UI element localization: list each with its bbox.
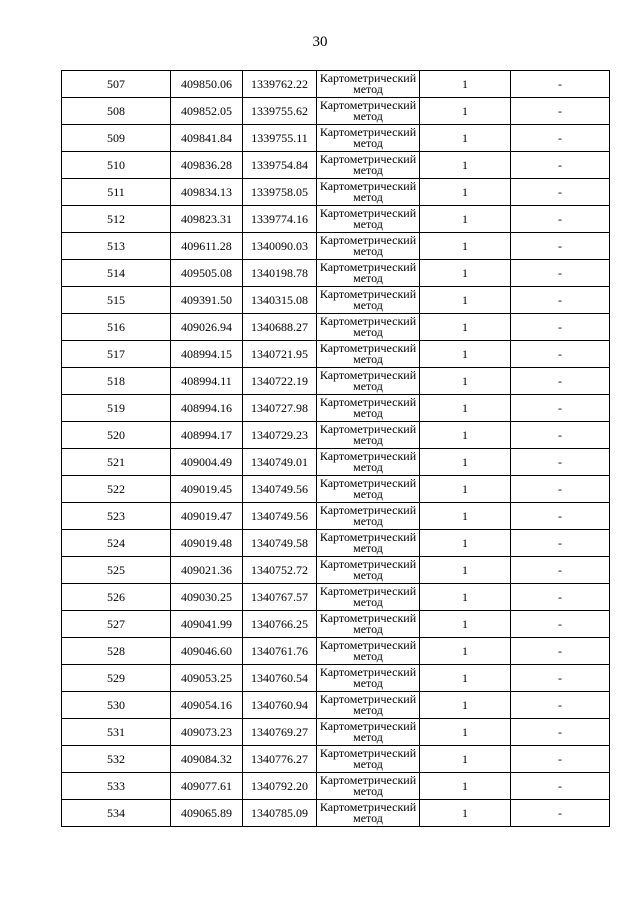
method-line-2: метод — [353, 190, 383, 204]
method-line-2: метод — [353, 136, 383, 150]
note-cell: - — [511, 638, 610, 665]
method-line-2: метод — [353, 244, 383, 258]
point-number-cell: 522 — [62, 476, 171, 503]
x-coordinate-cell: 409841.84 — [171, 125, 243, 152]
accuracy-cell: 1 — [420, 719, 511, 746]
method-line-2: метод — [353, 487, 383, 501]
accuracy-cell: 1 — [420, 422, 511, 449]
note-cell: - — [511, 314, 610, 341]
point-number-cell: 517 — [62, 341, 171, 368]
method-cell — [317, 98, 420, 125]
accuracy-cell: 1 — [420, 395, 511, 422]
note-cell: - — [511, 746, 610, 773]
table-row — [62, 503, 610, 530]
note-cell: - — [511, 368, 610, 395]
accuracy-cell: 1 — [420, 773, 511, 800]
method-cell — [317, 611, 420, 638]
note-cell: - — [511, 773, 610, 800]
y-coordinate-cell: 1340749.58 — [243, 530, 317, 557]
point-number-cell: 520 — [62, 422, 171, 449]
y-coordinate-cell: 1340198.78 — [243, 260, 317, 287]
x-coordinate-cell: 409073.23 — [171, 719, 243, 746]
table-row — [62, 98, 610, 125]
method-line-1: Картометрический — [319, 314, 417, 328]
method-line-2: метод — [353, 730, 383, 744]
accuracy-cell: 1 — [420, 368, 511, 395]
note-cell: - — [511, 98, 610, 125]
table-row — [62, 800, 610, 827]
method-line-2: метод — [353, 595, 383, 609]
point-number-cell: 515 — [62, 287, 171, 314]
table-row — [62, 665, 610, 692]
method-cell — [317, 638, 420, 665]
note-cell: - — [511, 260, 610, 287]
method-line-1: Картометрический — [319, 746, 417, 760]
note-cell: - — [511, 233, 610, 260]
note-cell: - — [511, 179, 610, 206]
point-number-cell: 526 — [62, 584, 171, 611]
method-cell — [317, 395, 420, 422]
table-row — [62, 314, 610, 341]
method-line-1: Картометрический — [319, 800, 417, 814]
x-coordinate-cell: 409505.08 — [171, 260, 243, 287]
method-cell — [317, 179, 420, 206]
table-row — [62, 584, 610, 611]
accuracy-cell: 1 — [420, 125, 511, 152]
x-coordinate-cell: 409019.48 — [171, 530, 243, 557]
point-number-cell: 519 — [62, 395, 171, 422]
point-number-cell: 521 — [62, 449, 171, 476]
accuracy-cell: 1 — [420, 530, 511, 557]
x-coordinate-cell: 408994.11 — [171, 368, 243, 395]
method-line-2: метод — [353, 757, 383, 771]
point-number-cell: 524 — [62, 530, 171, 557]
method-line-1: Картометрический — [319, 287, 417, 301]
table-row — [62, 125, 610, 152]
accuracy-cell: 1 — [420, 449, 511, 476]
method-cell — [317, 530, 420, 557]
note-cell: - — [511, 503, 610, 530]
point-number-cell: 532 — [62, 746, 171, 773]
y-coordinate-cell: 1340090.03 — [243, 233, 317, 260]
method-line-1: Картометрический — [319, 71, 417, 85]
table-row — [62, 71, 610, 98]
note-cell: - — [511, 449, 610, 476]
method-line-1: Картометрический — [319, 665, 417, 679]
table-row — [62, 476, 610, 503]
method-line-1: Картометрический — [319, 395, 417, 409]
note-cell: - — [511, 692, 610, 719]
method-line-2: метод — [353, 298, 383, 312]
x-coordinate-cell: 409852.05 — [171, 98, 243, 125]
point-number-cell: 528 — [62, 638, 171, 665]
method-cell — [317, 773, 420, 800]
method-line-2: метод — [353, 622, 383, 636]
y-coordinate-cell: 1340792.20 — [243, 773, 317, 800]
method-line-2: метод — [353, 217, 383, 231]
method-line-2: метод — [353, 514, 383, 528]
method-line-2: метод — [353, 163, 383, 177]
method-cell — [317, 125, 420, 152]
y-coordinate-cell: 1340767.57 — [243, 584, 317, 611]
note-cell: - — [511, 152, 610, 179]
table-row — [62, 638, 610, 665]
x-coordinate-cell: 409611.28 — [171, 233, 243, 260]
table-row — [62, 152, 610, 179]
method-line-1: Картометрический — [319, 449, 417, 463]
method-line-2: метод — [353, 460, 383, 474]
y-coordinate-cell: 1339755.62 — [243, 98, 317, 125]
method-cell — [317, 746, 420, 773]
accuracy-cell: 1 — [420, 584, 511, 611]
note-cell: - — [511, 206, 610, 233]
method-line-2: метод — [353, 82, 383, 96]
method-line-1: Картометрический — [319, 206, 417, 220]
method-line-1: Картометрический — [319, 368, 417, 382]
table-row — [62, 260, 610, 287]
note-cell: - — [511, 665, 610, 692]
method-line-2: метод — [353, 406, 383, 420]
method-cell — [317, 206, 420, 233]
note-cell: - — [511, 557, 610, 584]
method-line-2: метод — [353, 568, 383, 582]
y-coordinate-cell: 1340785.09 — [243, 800, 317, 827]
method-line-1: Картометрический — [319, 530, 417, 544]
x-coordinate-cell: 409065.89 — [171, 800, 243, 827]
point-number-cell: 516 — [62, 314, 171, 341]
table-row — [62, 287, 610, 314]
x-coordinate-cell: 409836.28 — [171, 152, 243, 179]
y-coordinate-cell: 1340749.56 — [243, 476, 317, 503]
method-line-1: Картометрический — [319, 638, 417, 652]
table-row — [62, 611, 610, 638]
method-line-2: метод — [353, 271, 383, 285]
point-number-cell: 514 — [62, 260, 171, 287]
note-cell: - — [511, 341, 610, 368]
x-coordinate-cell: 408994.16 — [171, 395, 243, 422]
table-row — [62, 692, 610, 719]
note-cell: - — [511, 287, 610, 314]
y-coordinate-cell: 1339774.16 — [243, 206, 317, 233]
method-cell — [317, 476, 420, 503]
table-row — [62, 368, 610, 395]
method-cell — [317, 692, 420, 719]
accuracy-cell: 1 — [420, 341, 511, 368]
note-cell: - — [511, 476, 610, 503]
method-line-2: метод — [353, 784, 383, 798]
method-cell — [317, 368, 420, 395]
method-cell — [317, 341, 420, 368]
x-coordinate-cell: 409084.32 — [171, 746, 243, 773]
method-line-1: Картометрический — [319, 557, 417, 571]
point-number-cell: 525 — [62, 557, 171, 584]
y-coordinate-cell: 1339755.11 — [243, 125, 317, 152]
x-coordinate-cell: 409391.50 — [171, 287, 243, 314]
note-cell: - — [511, 422, 610, 449]
method-line-2: метод — [353, 352, 383, 366]
method-line-2: метод — [353, 649, 383, 663]
table-row — [62, 557, 610, 584]
method-cell — [317, 800, 420, 827]
note-cell: - — [511, 719, 610, 746]
accuracy-cell: 1 — [420, 260, 511, 287]
y-coordinate-cell: 1340761.76 — [243, 638, 317, 665]
accuracy-cell: 1 — [420, 206, 511, 233]
method-line-1: Картометрический — [319, 152, 417, 166]
method-line-2: метод — [353, 325, 383, 339]
note-cell: - — [511, 611, 610, 638]
x-coordinate-cell: 409019.47 — [171, 503, 243, 530]
point-number-cell: 512 — [62, 206, 171, 233]
y-coordinate-cell: 1339758.05 — [243, 179, 317, 206]
point-number-cell: 527 — [62, 611, 171, 638]
method-line-1: Картометрический — [319, 692, 417, 706]
y-coordinate-cell: 1340760.94 — [243, 692, 317, 719]
accuracy-cell: 1 — [420, 476, 511, 503]
method-line-1: Картометрический — [319, 422, 417, 436]
x-coordinate-cell: 409850.06 — [171, 71, 243, 98]
method-line-1: Картометрический — [319, 98, 417, 112]
table-body — [62, 71, 610, 827]
y-coordinate-cell: 1339762.22 — [243, 71, 317, 98]
point-number-cell: 534 — [62, 800, 171, 827]
y-coordinate-cell: 1340749.01 — [243, 449, 317, 476]
point-number-cell: 507 — [62, 71, 171, 98]
point-number-cell: 529 — [62, 665, 171, 692]
coordinates-table — [61, 70, 610, 827]
accuracy-cell: 1 — [420, 557, 511, 584]
accuracy-cell: 1 — [420, 152, 511, 179]
y-coordinate-cell: 1340722.19 — [243, 368, 317, 395]
accuracy-cell: 1 — [420, 800, 511, 827]
method-cell — [317, 152, 420, 179]
accuracy-cell: 1 — [420, 611, 511, 638]
note-cell: - — [511, 584, 610, 611]
method-line-1: Картометрический — [319, 611, 417, 625]
method-line-1: Картометрический — [319, 260, 417, 274]
accuracy-cell: 1 — [420, 746, 511, 773]
table-row — [62, 395, 610, 422]
point-number-cell: 518 — [62, 368, 171, 395]
page-number: 30 — [312, 34, 328, 50]
method-line-1: Картометрический — [319, 584, 417, 598]
y-coordinate-cell: 1340769.27 — [243, 719, 317, 746]
method-cell — [317, 260, 420, 287]
method-line-1: Картометрический — [319, 233, 417, 247]
y-coordinate-cell: 1340315.08 — [243, 287, 317, 314]
method-line-1: Картометрический — [319, 719, 417, 733]
method-cell — [317, 665, 420, 692]
method-line-2: метод — [353, 541, 383, 555]
accuracy-cell: 1 — [420, 665, 511, 692]
method-cell — [317, 314, 420, 341]
x-coordinate-cell: 409053.25 — [171, 665, 243, 692]
y-coordinate-cell: 1340766.25 — [243, 611, 317, 638]
table-row — [62, 719, 610, 746]
x-coordinate-cell: 409019.45 — [171, 476, 243, 503]
x-coordinate-cell: 409030.25 — [171, 584, 243, 611]
y-coordinate-cell: 1340760.54 — [243, 665, 317, 692]
method-line-1: Картометрический — [319, 773, 417, 787]
table-row — [62, 206, 610, 233]
table-row — [62, 179, 610, 206]
method-line-2: метод — [353, 433, 383, 447]
method-line-2: метод — [353, 379, 383, 393]
point-number-cell: 509 — [62, 125, 171, 152]
accuracy-cell: 1 — [420, 287, 511, 314]
table-row — [62, 746, 610, 773]
note-cell: - — [511, 395, 610, 422]
method-cell — [317, 584, 420, 611]
note-cell: - — [511, 71, 610, 98]
table-row — [62, 773, 610, 800]
accuracy-cell: 1 — [420, 314, 511, 341]
table-row — [62, 530, 610, 557]
method-line-2: метод — [353, 811, 383, 825]
table-row — [62, 449, 610, 476]
method-line-1: Картометрический — [319, 179, 417, 193]
point-number-cell: 531 — [62, 719, 171, 746]
table-row — [62, 422, 610, 449]
method-line-1: Картометрический — [319, 476, 417, 490]
accuracy-cell: 1 — [420, 692, 511, 719]
method-cell — [317, 503, 420, 530]
accuracy-cell: 1 — [420, 71, 511, 98]
method-cell — [317, 449, 420, 476]
y-coordinate-cell: 1340688.27 — [243, 314, 317, 341]
method-cell — [317, 71, 420, 98]
accuracy-cell: 1 — [420, 503, 511, 530]
x-coordinate-cell: 409077.61 — [171, 773, 243, 800]
x-coordinate-cell: 409834.13 — [171, 179, 243, 206]
method-line-1: Картометрический — [319, 125, 417, 139]
point-number-cell: 523 — [62, 503, 171, 530]
x-coordinate-cell: 409046.60 — [171, 638, 243, 665]
y-coordinate-cell: 1340776.27 — [243, 746, 317, 773]
point-number-cell: 511 — [62, 179, 171, 206]
x-coordinate-cell: 409054.16 — [171, 692, 243, 719]
method-cell — [317, 422, 420, 449]
method-cell — [317, 719, 420, 746]
x-coordinate-cell: 409026.94 — [171, 314, 243, 341]
point-number-cell: 533 — [62, 773, 171, 800]
method-line-2: метод — [353, 109, 383, 123]
accuracy-cell: 1 — [420, 179, 511, 206]
note-cell: - — [511, 530, 610, 557]
y-coordinate-cell: 1340729.23 — [243, 422, 317, 449]
note-cell: - — [511, 800, 610, 827]
point-number-cell: 510 — [62, 152, 171, 179]
point-number-cell: 513 — [62, 233, 171, 260]
point-number-cell: 530 — [62, 692, 171, 719]
point-number-cell: 508 — [62, 98, 171, 125]
x-coordinate-cell: 408994.15 — [171, 341, 243, 368]
method-line-2: метод — [353, 703, 383, 717]
x-coordinate-cell: 409823.31 — [171, 206, 243, 233]
method-cell — [317, 557, 420, 584]
x-coordinate-cell: 408994.17 — [171, 422, 243, 449]
method-cell — [317, 287, 420, 314]
x-coordinate-cell: 409041.99 — [171, 611, 243, 638]
method-line-2: метод — [353, 676, 383, 690]
accuracy-cell: 1 — [420, 98, 511, 125]
table-row — [62, 233, 610, 260]
y-coordinate-cell: 1340721.95 — [243, 341, 317, 368]
method-line-1: Картометрический — [319, 341, 417, 355]
y-coordinate-cell: 1339754.84 — [243, 152, 317, 179]
y-coordinate-cell: 1340727.98 — [243, 395, 317, 422]
accuracy-cell: 1 — [420, 233, 511, 260]
accuracy-cell: 1 — [420, 638, 511, 665]
note-cell: - — [511, 125, 610, 152]
method-cell — [317, 233, 420, 260]
y-coordinate-cell: 1340752.72 — [243, 557, 317, 584]
x-coordinate-cell: 409004.49 — [171, 449, 243, 476]
x-coordinate-cell: 409021.36 — [171, 557, 243, 584]
method-line-1: Картометрический — [319, 503, 417, 517]
table-row — [62, 341, 610, 368]
y-coordinate-cell: 1340749.56 — [243, 503, 317, 530]
